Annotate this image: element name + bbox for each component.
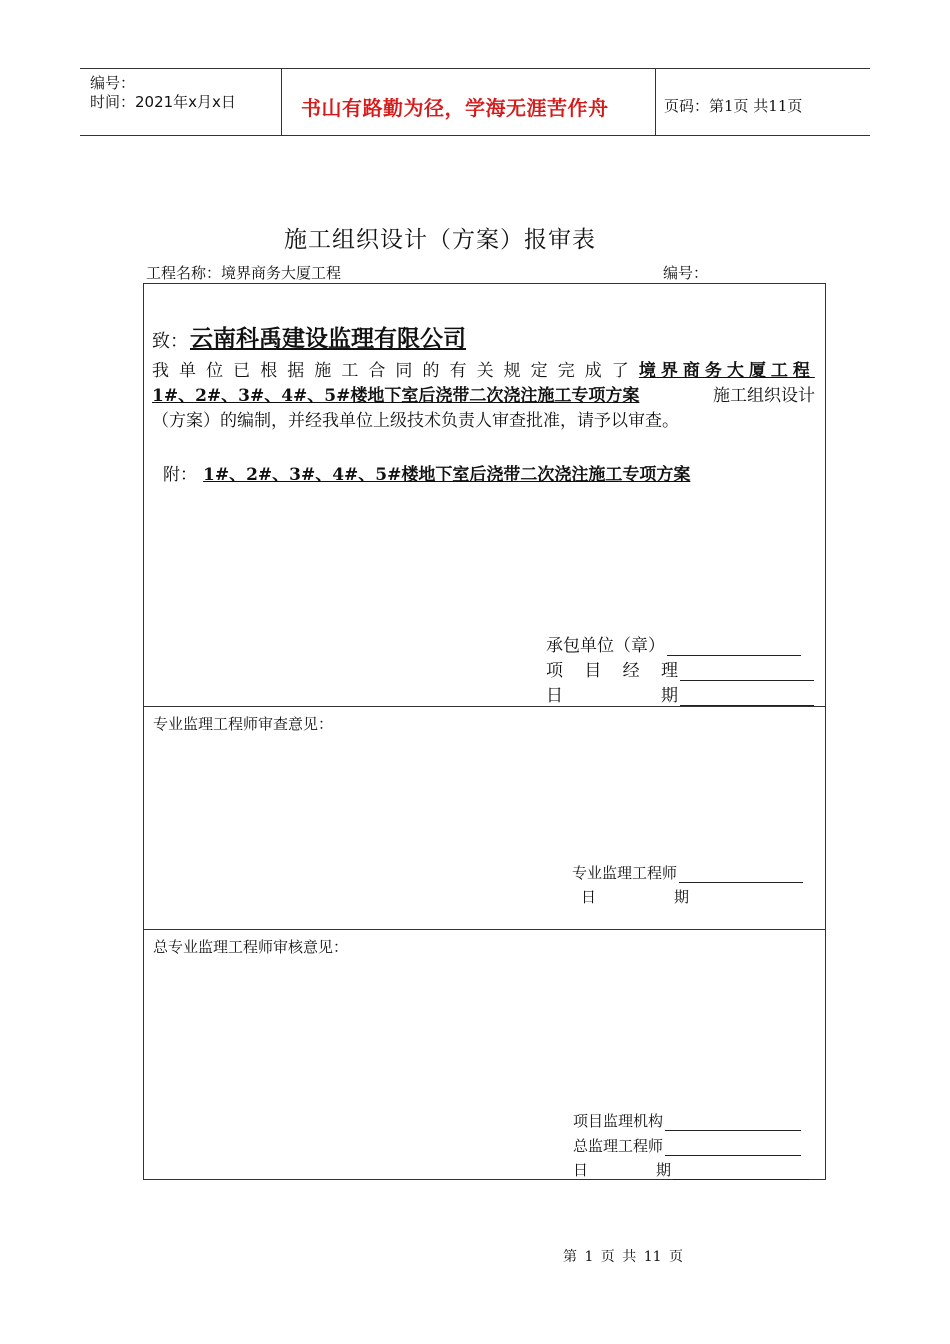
- label-char: 项: [546, 661, 563, 681]
- engineer-review-box: [143, 706, 826, 930]
- label-char: 理: [660, 661, 678, 681]
- header-top-rule: [80, 68, 870, 69]
- word: 有: [449, 361, 467, 381]
- contractor-signature-line[interactable]: [667, 639, 801, 656]
- serial-label: 编号：: [663, 264, 709, 282]
- project-name-emphasis: 境界商务大厦工程: [638, 361, 815, 381]
- header-page-info: 页码：第1页 共11页: [664, 97, 803, 115]
- label-char: 日: [581, 888, 597, 906]
- plan-type-text: 施工组织设计: [713, 386, 815, 406]
- recipient-company: 云南科禹建设监理有限公司: [190, 325, 466, 352]
- contractor-label: 承包单位（章）: [546, 636, 665, 656]
- chief-engineer-label: 总监理工程师: [573, 1137, 664, 1155]
- chief-review-label: 总专业监理工程师审核意见：: [153, 938, 349, 956]
- engineer-date-row: [581, 883, 689, 907]
- attachment-label: 附：: [163, 465, 197, 485]
- header-doc-number: 编号：: [90, 74, 136, 92]
- date-label: [573, 1159, 671, 1180]
- to-label: 致：: [152, 331, 188, 352]
- word: 施: [314, 361, 332, 381]
- word: 同: [395, 361, 413, 381]
- paragraph-line-3: （方案）的编制，并经我单位上级技术负责人审查批准，请予以审查。: [152, 411, 679, 431]
- word: 规: [503, 361, 521, 381]
- word: 定: [530, 361, 548, 381]
- manager-label: [546, 656, 678, 681]
- paragraph-line-1: [152, 359, 815, 384]
- chief-engineer-line[interactable]: [665, 1139, 801, 1156]
- submission-date-row: [546, 682, 814, 706]
- word: 成: [584, 361, 602, 381]
- engineer-review-label: 专业监理工程师审查意见：: [153, 715, 334, 733]
- word: 我: [152, 361, 169, 381]
- submission-date-line[interactable]: [680, 689, 814, 706]
- header-motto: 书山有路勤为径，学海无涯苦作舟: [301, 96, 609, 120]
- label-char: 经: [622, 661, 640, 681]
- paragraph-line-2: [152, 384, 815, 409]
- word: 根: [260, 361, 278, 381]
- word: 完: [557, 361, 575, 381]
- chief-date-line[interactable]: [673, 1163, 809, 1180]
- date-label: [546, 681, 678, 706]
- label-char: 期: [655, 1161, 671, 1179]
- supervision-org-row: [573, 1107, 801, 1131]
- supervision-org-label: 项目监理机构: [573, 1112, 664, 1130]
- word: 位: [206, 361, 224, 381]
- word: 已: [233, 361, 251, 381]
- contractor-signature-row: [546, 632, 801, 656]
- attachment-name: 1#、2#、3#、4#、5#楼地下室后浇带二次浇注施工专项方案: [203, 465, 691, 485]
- header-bottom-rule: [80, 135, 870, 136]
- word: 关: [476, 361, 494, 381]
- word: 据: [287, 361, 305, 381]
- supervision-org-line[interactable]: [665, 1114, 801, 1131]
- header-divider-right: [655, 68, 656, 136]
- engineer-signature-row: [572, 859, 803, 883]
- word: 单: [179, 361, 197, 381]
- word: 了: [611, 361, 629, 381]
- label-char: 目: [584, 661, 602, 681]
- label-char: 日: [573, 1161, 589, 1179]
- page-title: 施工组织设计（方案）报审表: [284, 227, 596, 253]
- chief-engineer-row: [573, 1132, 801, 1156]
- date-label: [581, 886, 689, 907]
- manager-signature-row: [546, 657, 814, 681]
- label-char: 日: [546, 686, 563, 706]
- plan-name-emphasis: 1#、2#、3#、4#、5#楼地下室后浇带二次浇注施工专项方案: [152, 386, 640, 406]
- engineer-label: 专业监理工程师: [572, 864, 678, 882]
- header-divider-left: [281, 68, 282, 136]
- chief-date-row: [573, 1156, 809, 1180]
- attachment-line: [163, 460, 690, 485]
- word: 工: [341, 361, 359, 381]
- label-char: 期: [673, 888, 689, 906]
- project-name: 工程名称：境界商务大厦工程: [146, 264, 342, 282]
- word: 的: [422, 361, 440, 381]
- page-footer: 第 1 页 共 11 页: [563, 1249, 683, 1265]
- header-time: 时间：2021年x月x日: [90, 93, 236, 111]
- engineer-signature-line[interactable]: [679, 866, 803, 883]
- manager-signature-line[interactable]: [680, 664, 814, 681]
- submission-paragraph: [152, 359, 815, 434]
- label-char: 期: [661, 686, 678, 706]
- word: 合: [368, 361, 386, 381]
